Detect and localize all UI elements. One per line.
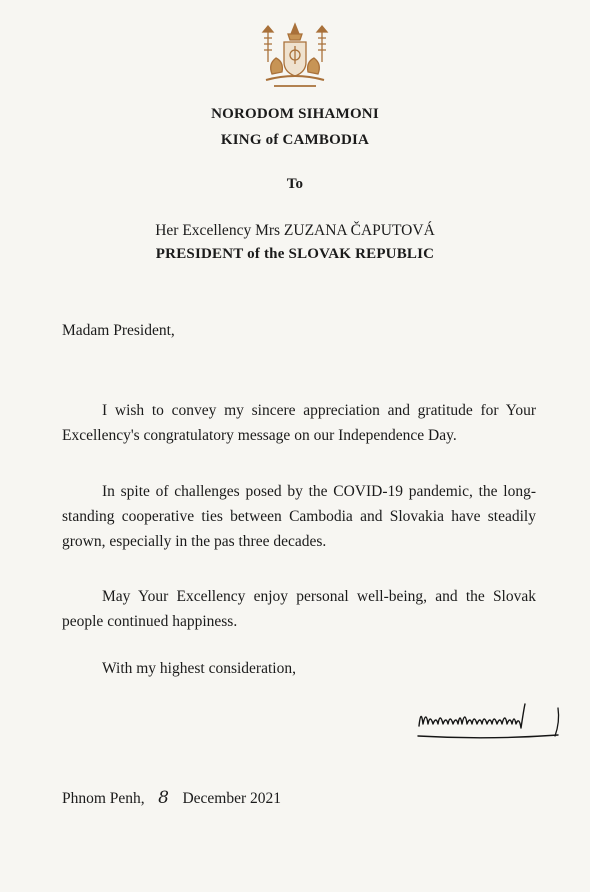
handwritten-signature (415, 700, 565, 742)
paragraph-cooperation: In spite of challenges posed by the COVID-19 pandemic, the long-standing cooperative ties between Cambodia and Slovakia have steadily grown, especially in the pas three decades. (62, 483, 536, 550)
place: Phnom Penh, (62, 790, 145, 807)
month-year: December 2021 (182, 790, 281, 807)
paragraph-wishes: May Your Excellency enjoy personal well-being, and the Slovak people continued happiness. (62, 588, 536, 630)
closing-line: With my highest consideration, (102, 660, 296, 677)
sender-name: NORODOM SIHAMONI (211, 106, 379, 122)
royal-coat-of-arms-emblem (258, 22, 332, 92)
handwritten-day: 8 (158, 788, 169, 808)
salutation: Madam President, (62, 322, 175, 339)
recipient-title: PRESIDENT of the SLOVAK REPUBLIC (155, 246, 435, 262)
sender-title: KING of CAMBODIA (220, 132, 370, 148)
date-place-line (62, 788, 281, 808)
recipient-name: Her Excellency Mrs ZUZANA ČAPUTOVÁ (155, 222, 435, 239)
paragraph-appreciation: I wish to convey my sincere appreciation and gratitude for Your Excellency's congratulatory message on our Independence Day. (62, 402, 536, 444)
to-label: To (286, 176, 304, 192)
